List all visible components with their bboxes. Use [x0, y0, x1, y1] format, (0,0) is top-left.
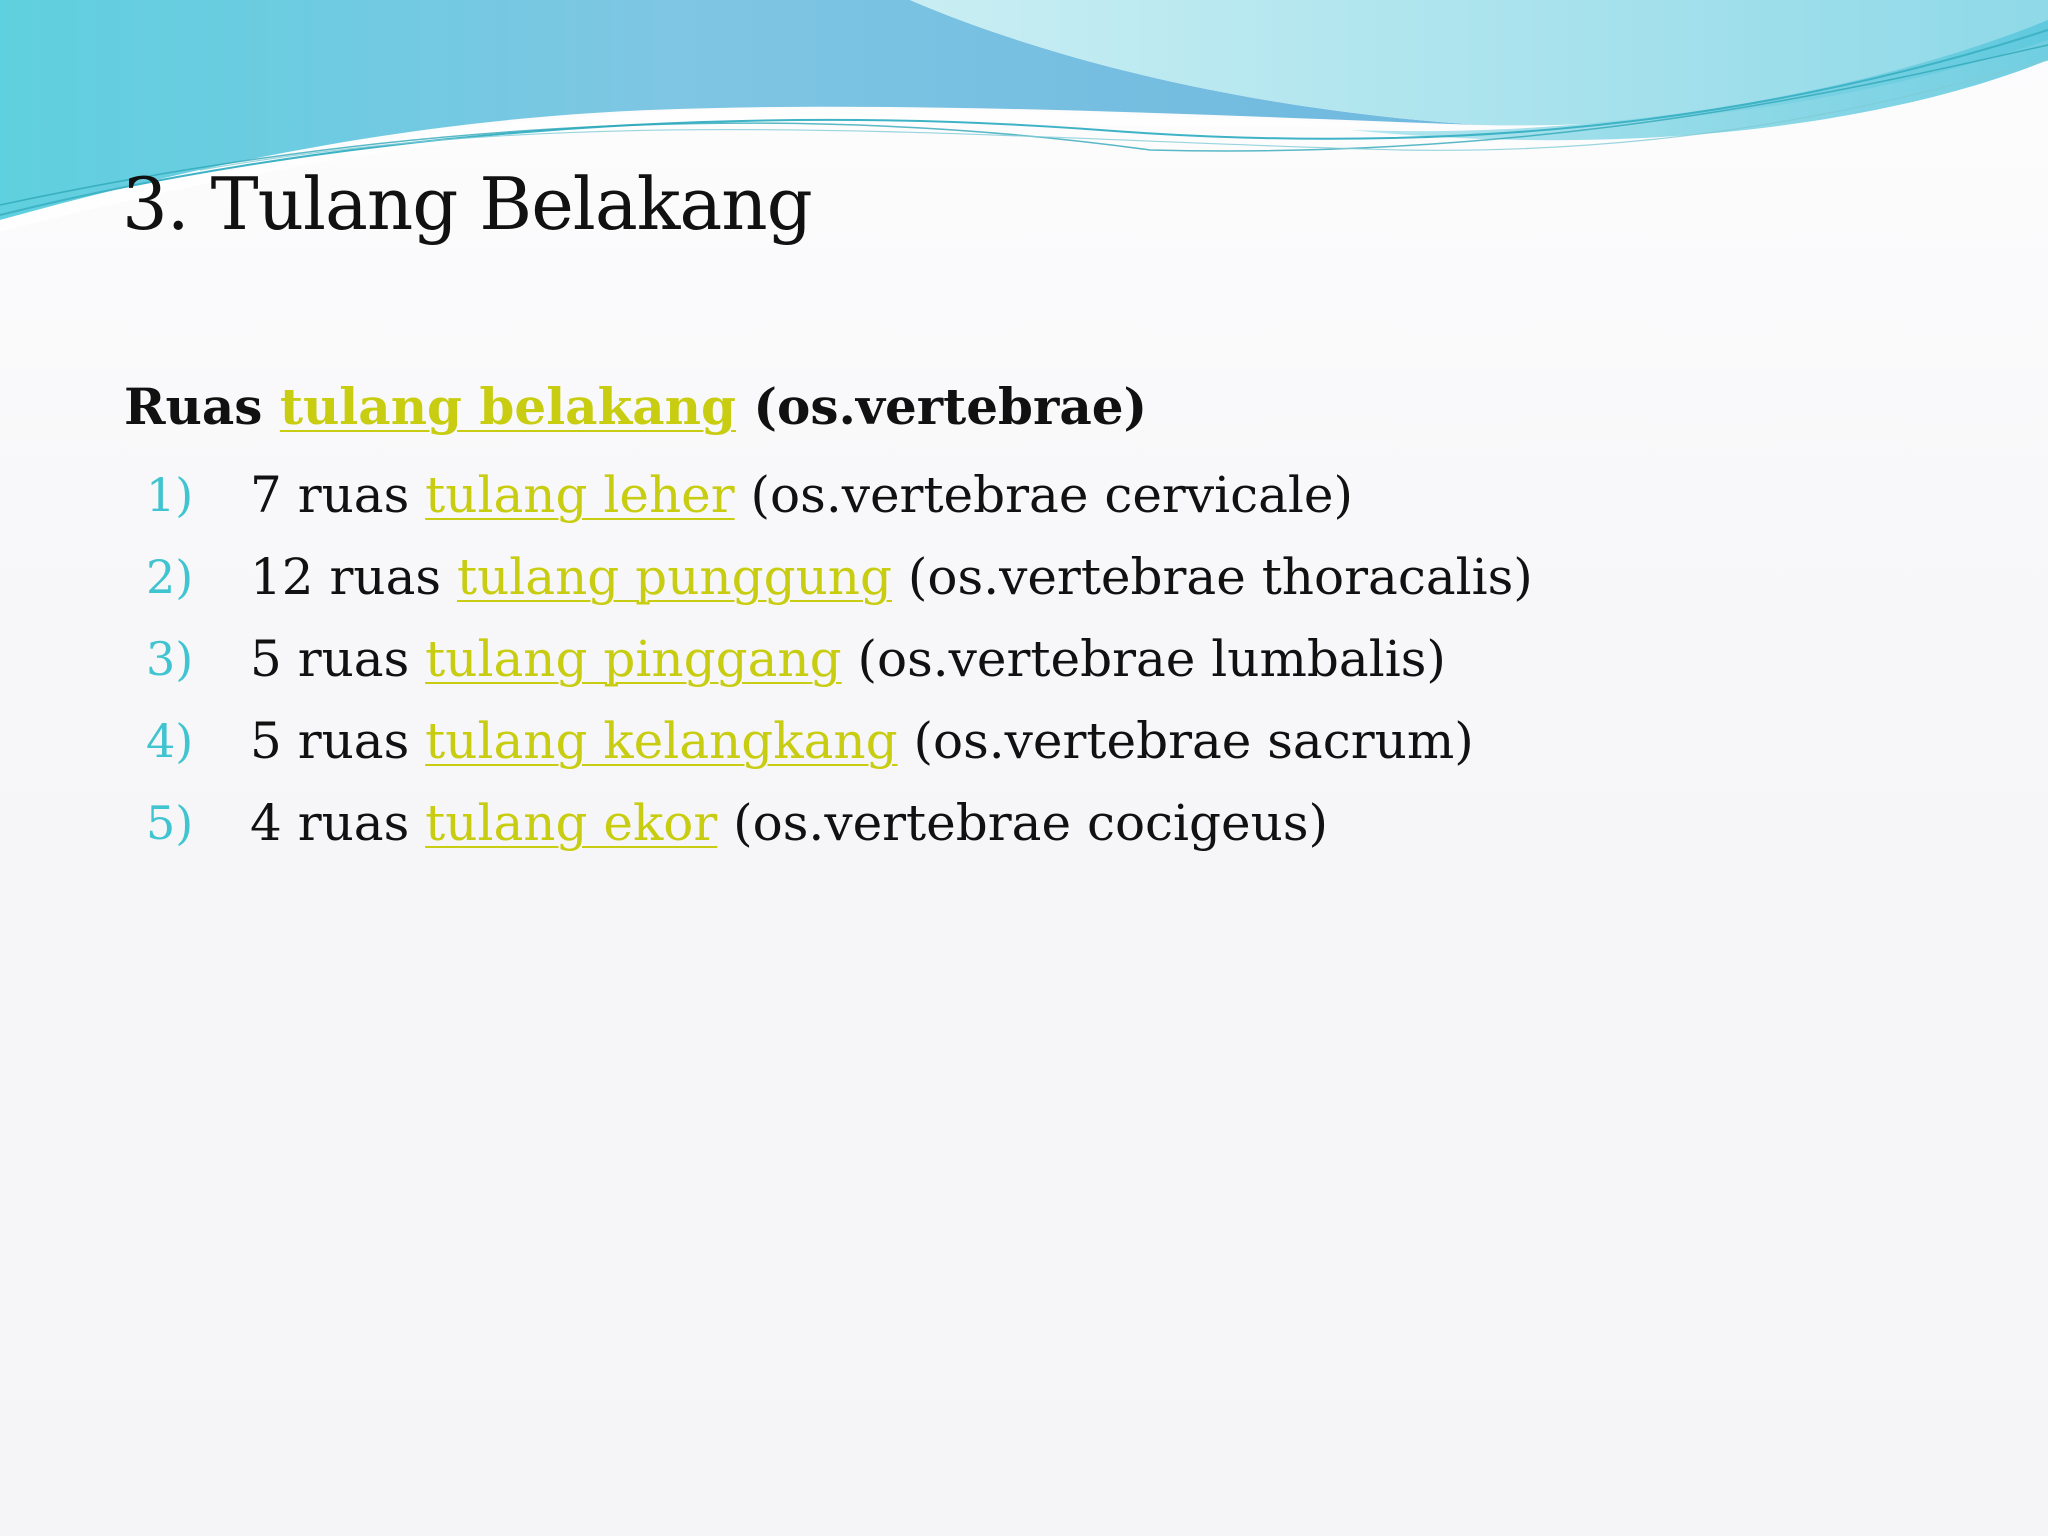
link-tulang-kelangkang[interactable]: tulang kelangkang — [425, 712, 898, 770]
list-item-text — [250, 454, 1353, 536]
list-number: 3) — [146, 632, 194, 686]
list-item — [124, 454, 1924, 536]
list-item — [124, 536, 1924, 618]
item-suffix: (os.vertebrae sacrum) — [897, 712, 1474, 770]
list-item — [124, 618, 1924, 700]
list-number: 1) — [146, 468, 194, 522]
item-suffix: (os.vertebrae cervicale) — [734, 466, 1353, 524]
heading-prefix: Ruas — [124, 377, 280, 436]
list-number: 4) — [146, 714, 194, 768]
item-prefix: 12 ruas — [250, 548, 457, 606]
item-suffix: (os.vertebrae lumbalis) — [841, 630, 1446, 688]
item-prefix: 5 ruas — [250, 630, 426, 688]
item-suffix: (os.vertebrae cocigeus) — [717, 794, 1329, 852]
item-prefix: 5 ruas — [250, 712, 426, 770]
list-item-text — [250, 782, 1328, 864]
list-item — [124, 700, 1924, 782]
list-number: 5) — [146, 796, 194, 850]
link-tulang-punggung[interactable]: tulang punggung — [456, 548, 893, 606]
heading-suffix: (os.vertebrae) — [735, 377, 1148, 436]
item-prefix: 7 ruas — [250, 466, 426, 524]
list-item-text — [250, 536, 1533, 618]
list-item-text — [250, 618, 1446, 700]
slide-title: 3. Tulang Belakang — [122, 162, 812, 246]
link-tulang-leher[interactable]: tulang leher — [425, 466, 735, 524]
section-heading — [124, 372, 1924, 442]
list-number: 2) — [146, 550, 194, 604]
vertebrae-list — [124, 454, 1924, 864]
link-tulang-ekor[interactable]: tulang ekor — [425, 794, 718, 852]
item-prefix: 4 ruas — [250, 794, 426, 852]
link-tulang-pinggang[interactable]: tulang pinggang — [425, 630, 842, 688]
slide-content — [124, 372, 1924, 864]
item-suffix: (os.vertebrae thoracalis) — [892, 548, 1533, 606]
list-item — [124, 782, 1924, 864]
list-item-text — [250, 700, 1474, 782]
link-tulang-belakang[interactable]: tulang belakang — [279, 377, 736, 436]
